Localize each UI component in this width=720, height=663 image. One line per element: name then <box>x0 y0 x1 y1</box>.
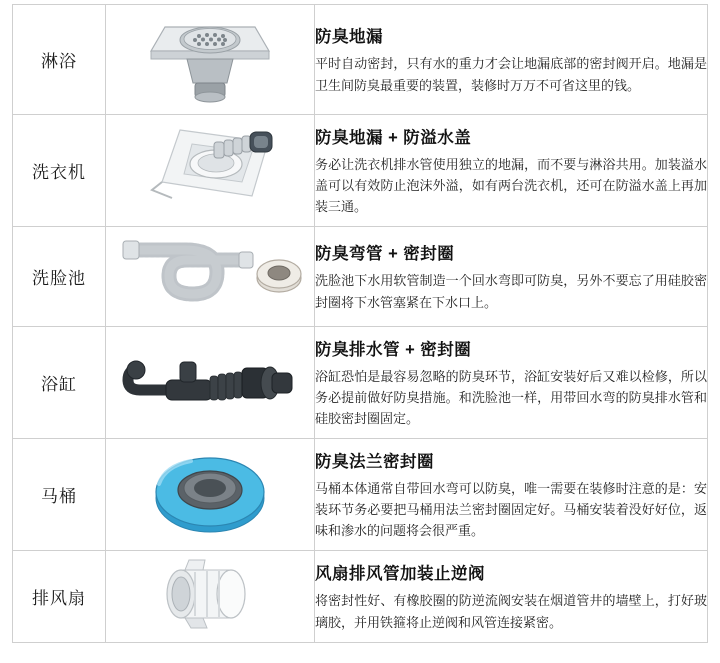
toilet-flange-seal-icon <box>135 444 285 540</box>
illustration-cell <box>106 227 315 327</box>
table-row <box>13 5 708 115</box>
category-label: 马桶 <box>41 487 77 506</box>
category-label: 洗衣机 <box>32 163 86 182</box>
table-row <box>13 115 708 227</box>
category-cell <box>13 115 106 227</box>
row-title: 防臭排水管 + 密封圈 <box>315 340 472 359</box>
category-cell <box>13 551 106 643</box>
category-label: 淋浴 <box>41 52 77 71</box>
row-description: 浴缸恐怕是最容易忽略的防臭环节，浴缸安装好后又难以检修，所以务必提前做好防臭措施。和洗脸池一样，用带回水弯的防臭排水管和硅胶密封圈固定。 <box>315 368 707 427</box>
illustration-cell <box>106 327 315 439</box>
floor-drain-icon <box>135 9 285 105</box>
bathtub-drain-pipe-icon <box>110 340 310 420</box>
table-row <box>13 327 708 439</box>
text-cell <box>315 551 708 643</box>
row-description: 洗脸池下水用软管制造一个回水弯即可防臭，另外不要忘了用硅胶密封圈将下水管塞紧在下水口上。 <box>315 273 707 310</box>
category-cell <box>13 5 106 115</box>
row-description: 平时自动密封，只有水的重力才会让地漏底部的密封阀开启。地漏是卫生间防臭最重要的装置，装修时万万不可省这里的钱。 <box>315 56 707 93</box>
category-cell <box>13 439 106 551</box>
text-cell <box>315 5 708 115</box>
illustration-cell <box>106 439 315 551</box>
illustration-cell <box>106 115 315 227</box>
document-sheet <box>0 4 720 663</box>
row-description: 务必让洗衣机排水管使用独立的地漏，而不要与淋浴共用。加装溢水盖可以有效防止泡沫外溢，如有两台洗衣机，还可在防溢水盖上再加装三通。 <box>315 156 707 215</box>
category-cell <box>13 227 106 327</box>
category-label: 洗脸池 <box>32 269 86 288</box>
table-row <box>13 227 708 327</box>
category-label: 排风扇 <box>32 589 86 608</box>
row-description: 将密封性好、有橡胶圈的防逆流阀安装在烟道管井的墙壁上，打好玻璃胶，并用铁箍将止逆阀和风管连接紧密。 <box>315 593 707 630</box>
row-description: 马桶本体通常自带回水弯可以防臭，唯一需要在装修时注意的是：安装环节务必要把马桶用法兰密封圈固定好。马桶安装着没好好位，返味和渗水的问题将会很严重。 <box>315 480 707 539</box>
flex-hose-and-gasket-icon <box>113 232 308 316</box>
text-cell <box>315 227 708 327</box>
category-cell <box>13 327 106 439</box>
category-label: 浴缸 <box>41 375 77 394</box>
text-cell <box>315 115 708 227</box>
info-table <box>12 4 708 643</box>
illustration-cell <box>106 5 315 115</box>
table-row <box>13 551 708 643</box>
text-cell <box>315 439 708 551</box>
row-title: 防臭弯管 + 密封圈 <box>315 245 455 264</box>
row-title: 防臭地漏 <box>315 28 383 47</box>
drain-with-hose-icon <box>128 120 293 216</box>
text-cell <box>315 327 708 439</box>
check-valve-duct-icon <box>145 552 275 636</box>
row-title: 防臭法兰密封圈 <box>315 452 434 471</box>
row-title: 防臭地漏 + 防溢水盖 <box>315 128 472 147</box>
table-row <box>13 439 708 551</box>
illustration-cell <box>106 551 315 643</box>
row-title: 风扇排风管加装止逆阀 <box>315 565 485 584</box>
